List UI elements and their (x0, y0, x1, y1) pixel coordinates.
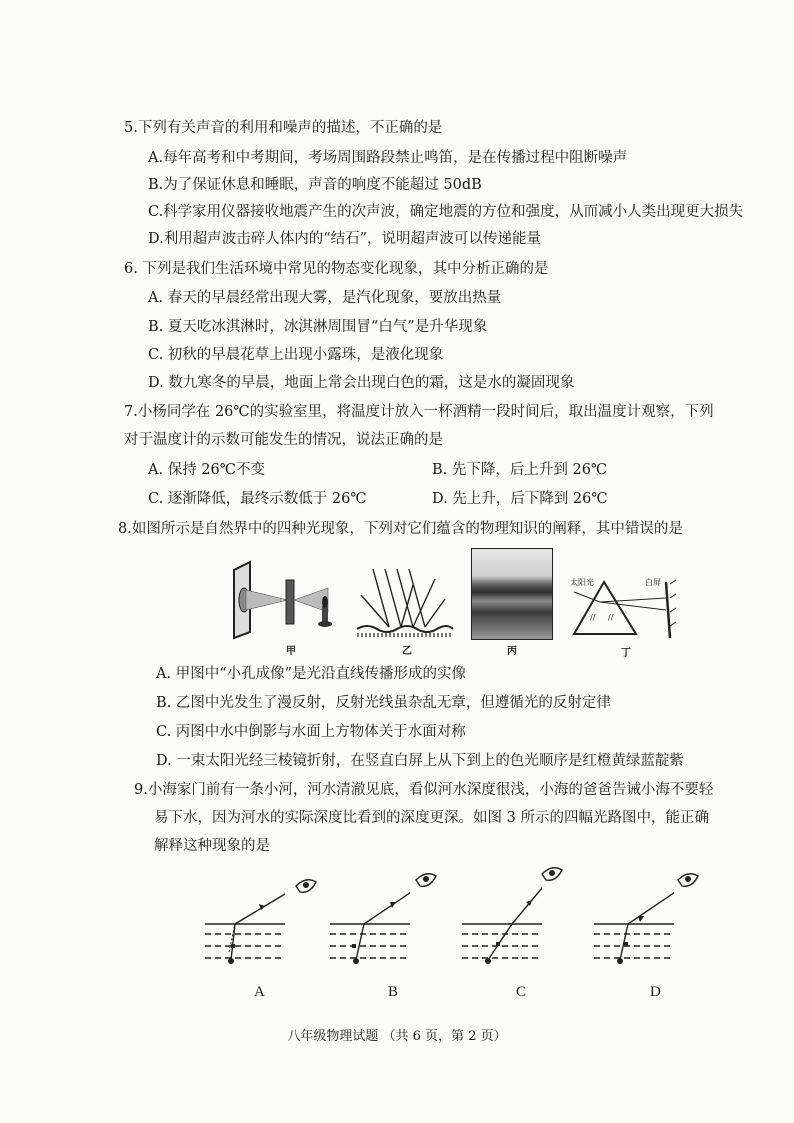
eye-icon-b (392, 862, 452, 902)
diagram-label-a: A (254, 984, 265, 1000)
eye-icon-d (654, 862, 714, 902)
q6-stem: 6. 下列是我们生活环境中常见的物态变化现象，其中分析正确的是 (124, 261, 549, 277)
q8-stem: 8.如图所示是自然界中的四种光现象，下列对它们蕴含的物理知识的阐释，其中错误的是 (118, 521, 683, 537)
diagram-label-b: B (388, 984, 399, 1000)
q9-stem-line1: 9.小海家门前有一条小河，河水清澈见底，看似河水深度很浅，小海的爸爸告诫小海不要轻 (134, 782, 714, 798)
page-footer: 八年级物理试题 （共 6 页，第 2 页） (287, 1029, 507, 1044)
q5-option-d: D.利用超声波击碎人体内的“结石”，说明超声波可以传递能量 (148, 231, 542, 247)
q5-option-c: C.科学家用仪器接收地震产生的次声波，确定地震的方位和强度，从而减小人类出现更大损失 (148, 204, 744, 220)
svg-text://: // (608, 613, 614, 622)
water-reflection-photo (471, 548, 553, 640)
q6-option-a: A. 春天的早晨经常出现大雾，是汽化现象，要放出热量 (148, 290, 502, 306)
q7-option-c: C. 逐渐降低，最终示数低于 26℃ (148, 491, 367, 507)
q7-option-a: A. 保持 26℃不变 (148, 462, 265, 478)
svg-text://: // (590, 613, 596, 622)
q5-option-b: B.为了保证休息和睡眠，声音的响度不能超过 50dB (148, 177, 482, 193)
q5-option-a: A.每年高考和中考期间，考场周围路段禁止鸣笛，是在传播过程中阻断噪声 (148, 150, 628, 166)
q9-stem-line3: 解释这种现象的是 (154, 838, 270, 854)
q6-option-d: D. 数九寒冬的早晨，地面上常会出现白色的霜，这是水的凝固现象 (148, 375, 575, 391)
q5-stem: 5.下列有关声音的利用和噪声的描述，不正确的是 (124, 120, 443, 136)
q8-option-b: B. 乙图中光发生了漫反射，反射光线虽杂乱无章，但遵循光的反射定律 (156, 695, 611, 711)
pinhole-camera-figure (228, 560, 348, 640)
white-screen-label: 白屏 (645, 578, 661, 587)
diagram-label-d: D (650, 984, 661, 1000)
sun-light-label: 太阳光 (570, 578, 594, 587)
q7-stem-line2: 对于温度计的示数可能发生的情况，说法正确的是 (124, 432, 443, 448)
q8-option-c: C. 丙图中水中倒影与水面上方物体关于水面对称 (156, 724, 466, 740)
q6-option-b: B. 夏天吃冰淇淋时，冰淇淋周围冒“白气”是升华现象 (148, 319, 488, 335)
q6-option-c: C. 初秋的早晨花草上出现小露珠，是液化现象 (148, 347, 444, 363)
figure-label-bing: 丙 (507, 646, 517, 657)
diagram-label-c: C (516, 984, 527, 1000)
diffuse-reflection-figure (355, 565, 455, 645)
figure-label-yi: 乙 (402, 646, 412, 657)
q8-option-d: D. 一束太阳光经三棱镜折射，在竖直白屏上从下到上的色光顺序是红橙黄绿蓝靛紫 (156, 753, 684, 769)
q8-option-a: A. 甲图中“小孔成像”是光沿直线传播形成的实像 (156, 666, 467, 682)
q7-stem-line1: 7.小杨同学在 26℃的实验室里，将温度计放入一杯酒精一段时间后，取出温度计观察，下列 (124, 404, 714, 420)
figure-label-jia: 甲 (286, 646, 296, 657)
figure-label-ding: 丁 (621, 648, 631, 659)
q7-option-d: D. 先上升，后下降到 26℃ (432, 491, 608, 507)
q7-option-b: B. 先下降，后上升到 26℃ (432, 462, 608, 478)
eye-icon-c (520, 856, 580, 896)
eye-icon-a (270, 868, 330, 908)
q9-stem-line2: 易下水，因为河水的实际深度比看到的深度更深。如图 3 所示的四幅光路图中，能正确 (154, 810, 709, 826)
